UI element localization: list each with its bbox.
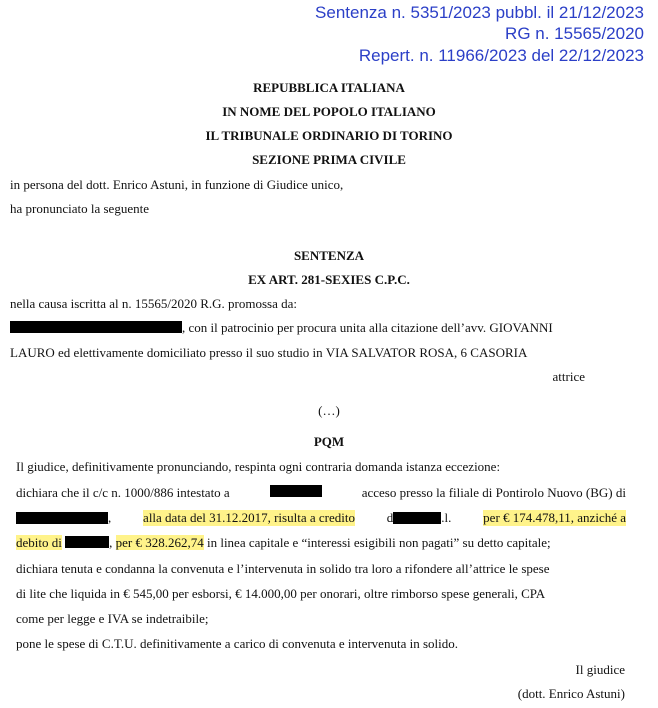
- stamp-sentenza-number: Sentenza n. 5351/2023 pubbl. il 21/12/2023: [315, 3, 644, 22]
- header-court: IL TRIBUNALE ORDINARIO DI TORINO: [205, 128, 453, 143]
- highlight-credit-amount: per € 174.478,11, anziché a: [483, 510, 627, 525]
- pqm-paragraph-8: pone le spese di C.T.U. definitivamente a carico di convenuta e intervenuta in solido.: [16, 636, 458, 651]
- title-sentenza: SENTENZA: [293, 248, 365, 263]
- pqm-paragraph-3: , alla data del 31.12.2017, risulta a credito d .l. per € 174.478,11, anziché a: [16, 510, 626, 526]
- header-people: IN NOME DEL POPOLO ITALIANO: [222, 104, 436, 119]
- redaction-box: [270, 485, 322, 497]
- pqm-paragraph-6: di lite che liquida in € 545,00 per esborsi, € 14.000,00 per onorari, oltre rimborso spese generali, CPA: [16, 586, 546, 601]
- stamp-repert-number: Repert. n. 11966/2023 del 22/12/2023: [358, 46, 644, 65]
- causa-registration: nella causa iscritta al n. 15565/2020 R.G. promossa da:: [10, 296, 298, 311]
- redaction-box: [65, 536, 109, 548]
- pqm-paragraph-5: dichiara tenuta e condanna la convenuta e l’intervenuta in solido tra loro a rifondere all’attrice le spese: [16, 561, 550, 576]
- highlight-debit-amount: per € 328.262,74: [115, 535, 204, 550]
- causa-domicile: LAURO ed elettivamente domiciliato presso il suo studio in VIA SALVATOR ROSA, 6 CASORIA: [10, 345, 528, 360]
- intro-judge: in persona del dott. Enrico Astuni, in funzione di Giudice unico,: [10, 177, 344, 192]
- causa-role: attrice: [552, 369, 585, 384]
- redaction-box: [393, 512, 441, 524]
- stamp-rg-number: RG n. 15565/2020: [505, 24, 644, 43]
- pqm-heading: PQM: [313, 434, 345, 449]
- redaction-box: [10, 321, 182, 333]
- intro-pronounced: ha pronunciato la seguente: [10, 201, 149, 216]
- causa-party-line: , con il patrocinio per procura unita alla citazione dell’avv. GIOVANNI: [10, 320, 553, 336]
- redaction-box: [16, 512, 108, 524]
- highlight-debit-label: debito di: [16, 535, 62, 550]
- signature-name: (dott. Enrico Astuni): [517, 686, 625, 701]
- omission-ellipsis: (…): [318, 403, 340, 418]
- header-section: SEZIONE PRIMA CIVILE: [252, 152, 406, 167]
- pqm-paragraph-2: dichiara che il c/c n. 1000/886 intestato a acceso presso la filiale di Pontirolo Nuovo (BG) di: [16, 485, 626, 500]
- highlight-credit-date: alla data del 31.12.2017, risulta a credito: [143, 510, 355, 525]
- header-republic: REPUBBLICA ITALIANA: [253, 80, 405, 95]
- signature-title: Il giudice: [575, 662, 625, 677]
- title-article: EX ART. 281-SEXIES C.P.C.: [248, 272, 410, 287]
- pqm-paragraph-7: come per legge e IVA se indetraibile;: [16, 611, 209, 626]
- pqm-paragraph-1: Il giudice, definitivamente pronunciando, respinta ogni contraria domanda istanza eccezione:: [16, 459, 501, 474]
- pqm-paragraph-4: debito di , per € 328.262,74 in linea capitale e “interessi esigibili non pagati” su detto capitale;: [16, 535, 551, 550]
